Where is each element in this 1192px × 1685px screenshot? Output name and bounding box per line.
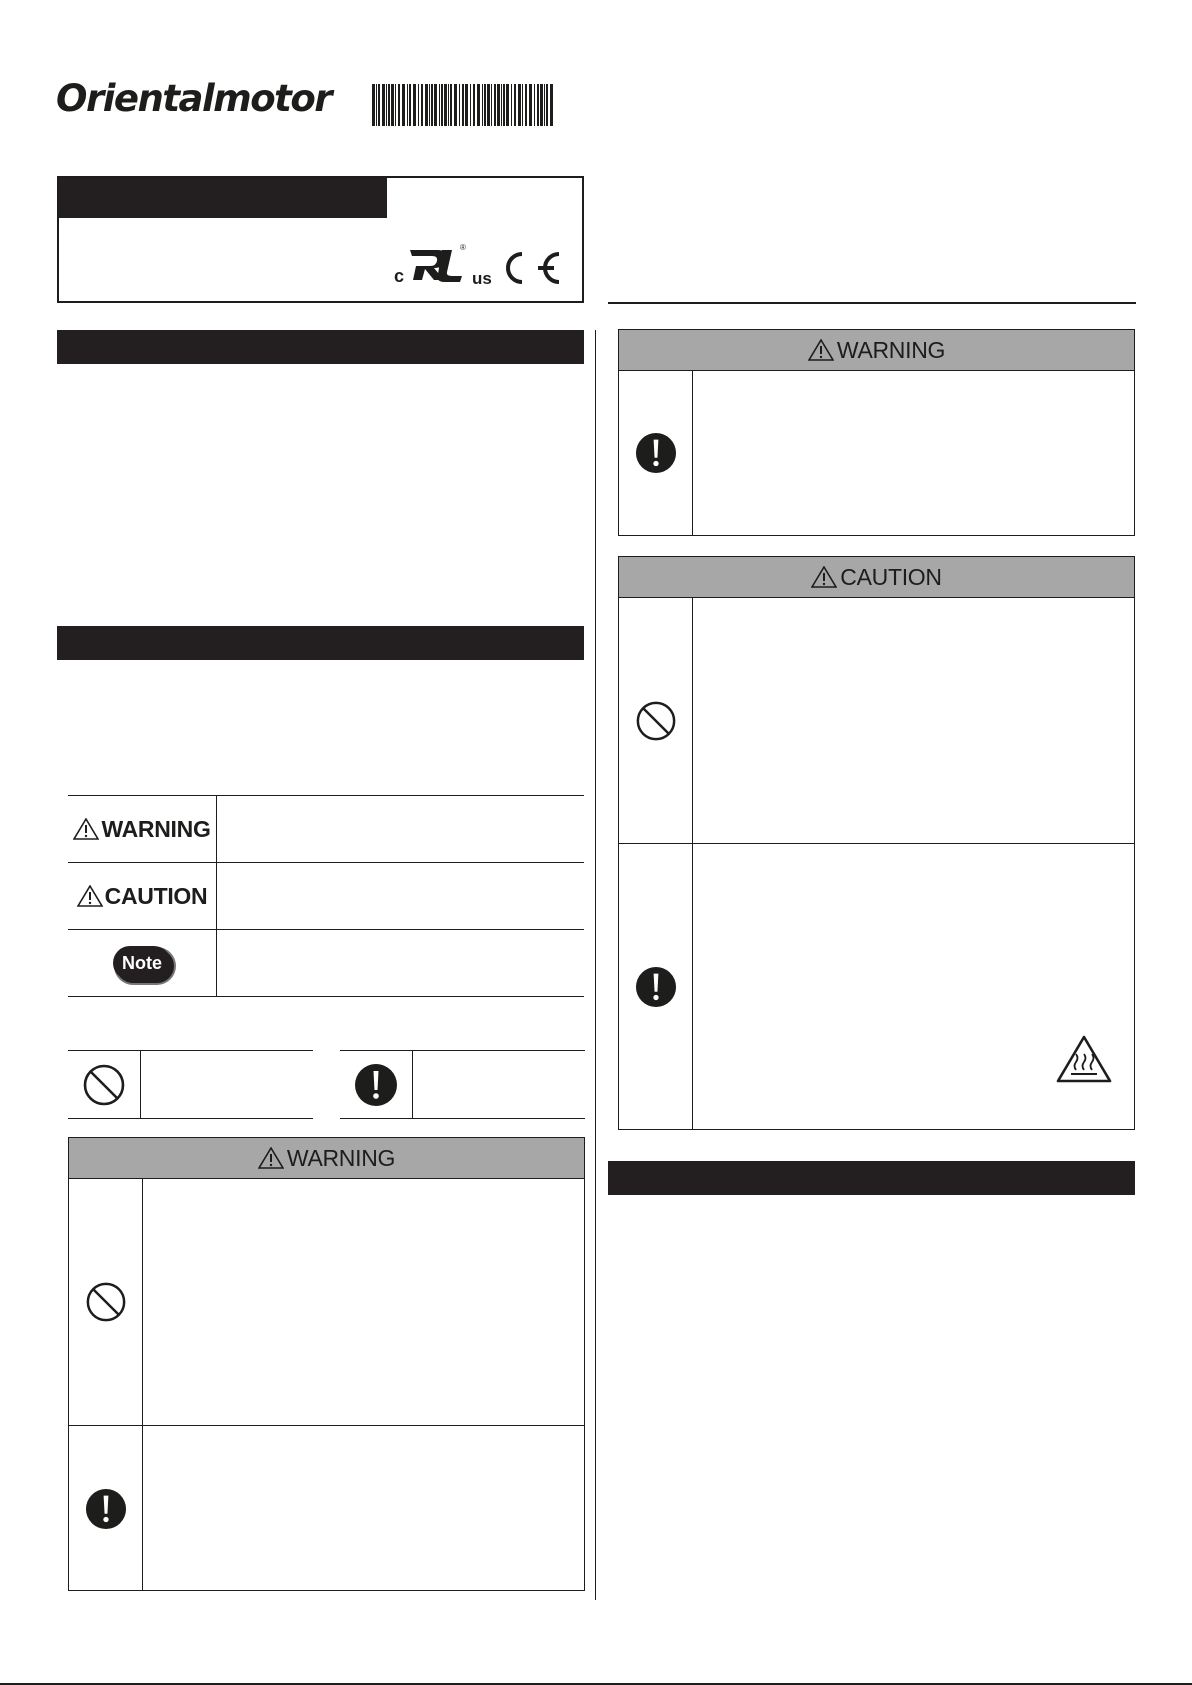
- section-bar-1: [57, 330, 584, 364]
- signal-row-warning: [68, 795, 584, 862]
- header-rule: [608, 302, 1136, 304]
- caution-box-title: CAUTION: [840, 563, 942, 590]
- note-badge-icon: Note: [113, 946, 171, 980]
- alert-triangle-icon: [808, 339, 834, 361]
- ul-c-mark: c: [394, 266, 405, 286]
- brand-logo: Orientalmotor: [56, 77, 331, 120]
- symbol-table-prohibited: [68, 1050, 313, 1119]
- section-bar-2: [57, 626, 584, 660]
- ce-e-icon: [538, 254, 559, 282]
- alert-triangle-icon: [258, 1147, 284, 1169]
- warning-box-title: WARNING: [286, 1144, 396, 1171]
- prohibited-icon: [85, 1281, 127, 1323]
- prohibited-icon: [635, 700, 677, 742]
- alert-triangle-icon: [73, 818, 99, 840]
- ul-us-mark: us: [472, 269, 492, 288]
- warning-row-mandatory: [69, 1426, 584, 1591]
- signal-word-table: [68, 795, 584, 997]
- title-box: [57, 176, 584, 303]
- alert-triangle-icon: [77, 885, 103, 907]
- column-divider: [595, 330, 596, 1600]
- caution-box-right: [618, 556, 1135, 1130]
- caution-row-mandatory: [619, 844, 1134, 1130]
- signal-row-note: [68, 929, 584, 997]
- barcode: [372, 84, 554, 126]
- caution-box-header: [619, 557, 1134, 598]
- section-bar-3: [608, 1161, 1135, 1195]
- ce-c-icon: [508, 254, 522, 282]
- mandatory-icon: [354, 1063, 398, 1107]
- alert-triangle-icon: [811, 566, 837, 588]
- mandatory-icon: [635, 966, 677, 1008]
- caution-row-prohibited: [619, 598, 1134, 844]
- warning-box-title: WARNING: [836, 336, 946, 363]
- mandatory-icon: [635, 432, 677, 474]
- mandatory-icon: [85, 1488, 127, 1530]
- warning-label: WARNING: [101, 815, 211, 842]
- warning-row-mandatory: [619, 371, 1134, 535]
- hot-surface-icon: [1056, 1034, 1112, 1084]
- signal-row-caution: [68, 862, 584, 929]
- warning-box-right: [618, 329, 1135, 536]
- certification-marks: [394, 242, 574, 288]
- caution-label: CAUTION: [104, 882, 208, 909]
- warning-box-left: [68, 1137, 585, 1591]
- warning-box-header: [619, 330, 1134, 371]
- title-bar: [59, 178, 387, 218]
- registered-mark: ®: [460, 243, 466, 252]
- prohibited-icon: [82, 1063, 126, 1107]
- warning-box-header: [69, 1138, 584, 1179]
- warning-row-prohibited: [69, 1179, 584, 1426]
- symbol-table-mandatory: [340, 1050, 585, 1119]
